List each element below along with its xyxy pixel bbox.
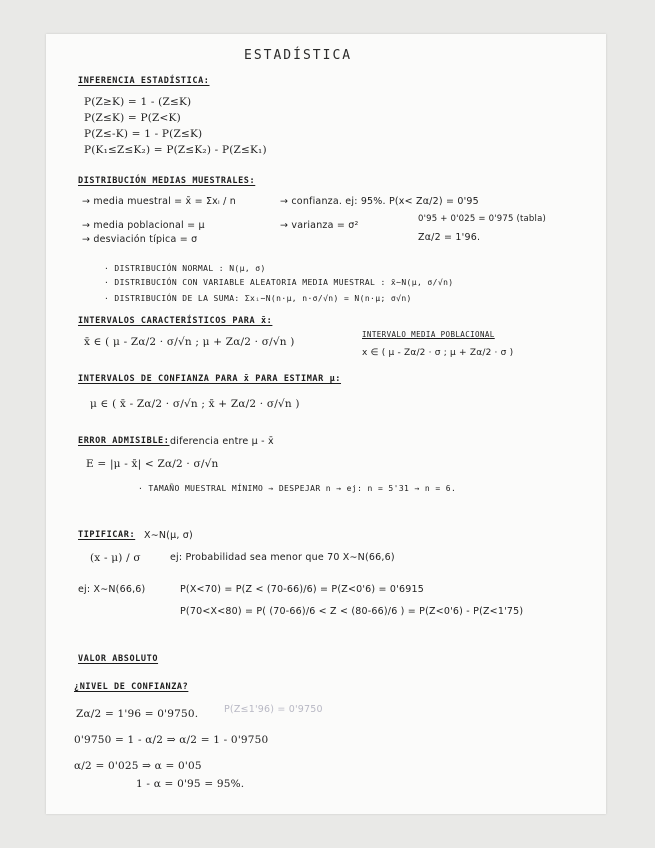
tipificar-line: P(70<X<80) = P( (70-66)/6 < Z < (80-66)/6 ) = P(Z<0'6) - P(Z<1'75) — [180, 606, 524, 617]
medias-left-line: → media poblacional = μ — [82, 220, 205, 231]
side-heading: INTERVALO MEDIA POBLACIONAL — [362, 330, 495, 339]
tipificar-distribution: X∼N(μ, σ) — [144, 530, 193, 541]
heading-confianza: INTERVALOS DE CONFIANZA PARA x̄ PARA ESTIMAR μ: — [78, 374, 342, 384]
tipificar-ej-label: ej: X∼N(66,6) — [78, 584, 146, 595]
medias-right-line: Zα/2 = 1'96. — [418, 232, 481, 243]
notes-page — [46, 34, 606, 814]
inferencia-line: P(Z≥K) = 1 - (Z≤K) — [84, 96, 192, 108]
distribution-bullet: · DISTRIBUCIÓN NORMAL : N(μ, σ) — [104, 264, 266, 273]
distribution-bullet: · DISTRIBUCIÓN DE LA SUMA: Σxᵢ∼N(n·μ, n·σ/√n) = N(n·μ; σ√n) — [104, 294, 412, 303]
inferencia-line: P(Z≤-K) = 1 - P(Z≤K) — [84, 128, 203, 140]
heading-valor-absoluto: VALOR ABSOLUTO — [78, 654, 159, 664]
nivel-line: 1 - α = 0'95 = 95%. — [136, 778, 245, 790]
distribution-bullet: · DISTRIBUCIÓN CON VARIABLE ALEATORIA MEDIA MUESTRAL : x̄∼N(μ, σ/√n) — [104, 278, 454, 287]
nivel-line: 0'9750 = 1 - α/2 ⇒ α/2 = 1 - 0'9750 — [74, 734, 269, 746]
heading-intervalos: INTERVALOS CARACTERÍSTICOS PARA x̄: — [78, 316, 273, 326]
heading-error: ERROR ADMISIBLE: — [78, 436, 170, 446]
side-formula: x ∈ ( μ - Zα/2 · σ ; μ + Zα/2 · σ ) — [362, 348, 514, 358]
page-title: ESTADÍSTICA — [244, 48, 353, 63]
medias-right-line: 0'95 + 0'025 = 0'975 (tabla) — [418, 214, 546, 224]
heading-nivel: ¿NIVEL DE CONFIANZA? — [74, 682, 189, 692]
tipificar-line: P(X<70) = P(Z < (70-66)/6) = P(Z<0'6) = 0'6915 — [180, 584, 424, 595]
inferencia-line: P(Z≤K) = P(Z<K) — [84, 112, 181, 124]
nivel-line: α/2 = 0'025 ⇒ α = 0'05 — [74, 760, 202, 772]
tipificar-example: ej: Probabilidad sea menor que 70 X∼N(66,6) — [170, 552, 395, 563]
nivel-line: Zα/2 = 1'96 = 0'9750. — [76, 708, 199, 720]
confianza-formula: μ ∈ ( x̄ - Zα/2 · σ/√n ; x̄ + Zα/2 · σ/√n ) — [90, 398, 300, 410]
error-description: diferencia entre μ - x̄ — [170, 436, 274, 447]
heading-inferencia: INFERENCIA ESTADÍSTICA: — [78, 76, 210, 86]
medias-right-line: → varianza = σ² — [280, 220, 359, 231]
intervalos-formula: x̄ ∈ ( μ - Zα/2 · σ/√n ; μ + Zα/2 · σ/√n ) — [84, 336, 295, 348]
tipificar-formula: (x - μ) / σ — [90, 552, 141, 564]
heading-medias: DISTRIBUCIÓN MEDIAS MUESTRALES: — [78, 176, 256, 186]
medias-left-line: → media muestral = x̄ = Σxᵢ / n — [82, 196, 236, 207]
medias-left-line: → desviación típica = σ — [82, 234, 198, 245]
nivel-faint-note: P(Z≤1'96) = 0'9750 — [224, 704, 323, 715]
inferencia-line: P(K₁≤Z≤K₂) = P(Z≤K₂) - P(Z≤K₁) — [84, 144, 267, 156]
medias-right-line: → confianza. ej: 95%. P(x< Zα/2) = 0'95 — [280, 196, 479, 207]
error-note: · TAMAÑO MUESTRAL MÍNIMO → DESPEJAR n → ej: n = 5'31 → n = 6. — [138, 484, 457, 493]
heading-tipificar: TIPIFICAR: — [78, 530, 136, 540]
error-formula: E = |μ - x̄| < Zα/2 · σ/√n — [86, 458, 219, 470]
